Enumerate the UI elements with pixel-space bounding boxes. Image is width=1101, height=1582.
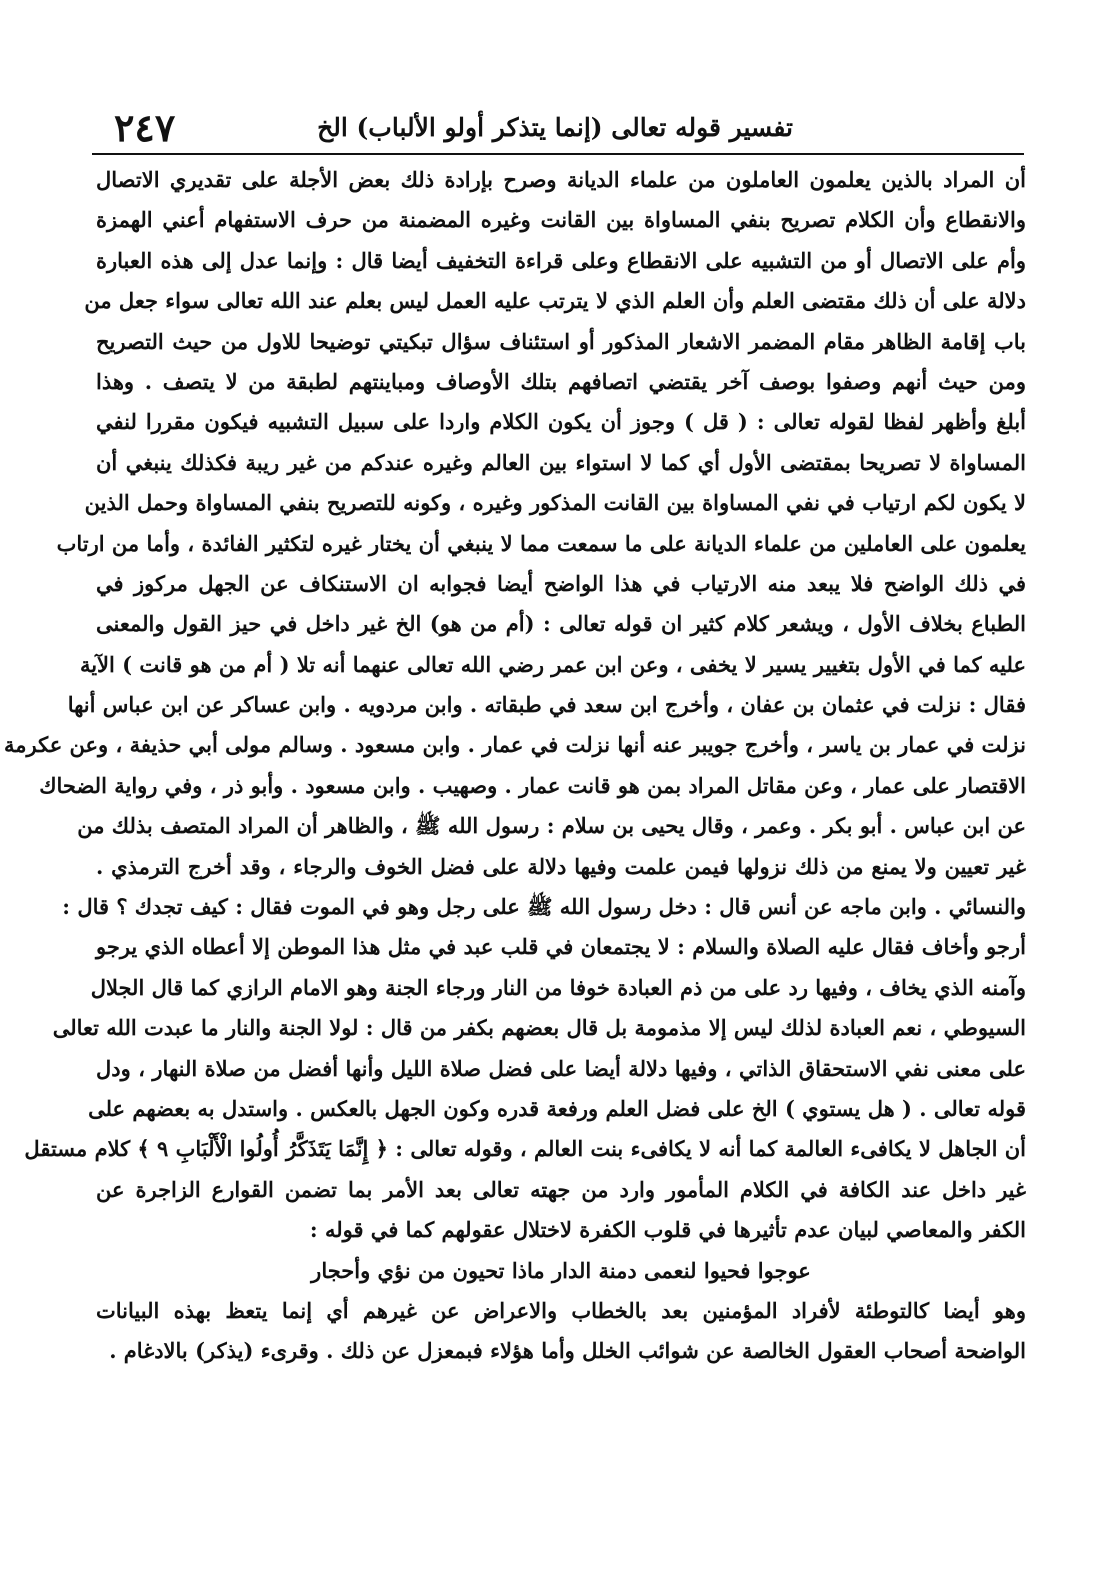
text-line: أرجو وأخاف فقال عليه الصلاة والسلام : لا يجتمعان في قلب عبد في مثل هذا الموطن إلا أعطاه الذي يرجو [96, 934, 1026, 960]
text-line: والنسائي . وابن ماجه عن أنس قال : دخل رسول الله ﷺ على رجل وهو في الموت فقال : كيف تجدك ؟ قال : [62, 894, 1026, 920]
text-line: لا يكون لكم ارتياب في نفي المساواة بين القانت المذكور وغيره ، وكونه للتصريح بنفي المساواة وحمل الذين [84, 490, 1026, 516]
text-line: نزلت في عمار بن ياسر ، وأخرج جويبر عنه أنها نزلت في عمار . وابن مسعود . وسالم مولى أبي حذيفة ، وعن عكرمة [4, 732, 1026, 758]
text-line: على معنى نفي الاستحقاق الذاتي ، وفيها دلالة أيضا على فضل صلاة الليل وأنها أفضل من صلاة النهار ، ودل [96, 1055, 1026, 1081]
running-title: تفسير قوله تعالى (إنما يتذكر أولو الألباب) الخ [317, 113, 793, 142]
text-line: عليه كما في الأول بتغيير يسير لا يخفى ، وعن ابن عمر رضي الله تعالى عنهما أنه تلا ( أم من هو قانت ) الآية [79, 651, 1026, 677]
text-line: الطباع بخلاف الأول ، ويشعر كلام كثير ان قوله تعالى : (أم من هو) الخ غير داخل في حيز القول والمعنى [96, 611, 1026, 637]
text-line: الواضحة أصحاب العقول الخالصة عن شوائب الخلل وأما هؤلاء فبمعزل عن ذلك . وقرىء (يذكر) بالادغام . [109, 1338, 1026, 1364]
text-line: باب إقامة الظاهر مقام المضمر الاشعار المذكور أو استئناف سؤال تبكيتي توضيحا للاول من حيث التصريح [96, 328, 1026, 354]
page-header [92, 100, 1018, 156]
text-line: المساواة لا تصريحا بمقتضى الأول أي كما لا استواء بين العالم وغيره عندكم من غير ريبة فكذلك ينبغي أن [96, 449, 1026, 475]
text-line: قوله تعالى . ( هل يستوي ) الخ على فضل العلم ورفعة قدره وكون الجهل بالعكس . واستدل به بعضهم على [88, 1095, 1026, 1121]
text-line: غير تعيين ولا يمنع من ذلك نزولها فيمن علمت وفيها دلالة على فضل الخوف والرجاء ، وقد أخرج الترمذي . [96, 853, 1026, 879]
text-line: أن الجاهل لا يكافىء العالمة كما أنه لا يكافىء بنت العالم ، وقوله تعالى : ﴿ إِنَّمَا يَتَذَكَّرُ أُولُوا الْأَلْبَابِ ٩ ﴾ كلام مستقل [24, 1136, 1026, 1162]
text-line: في ذلك الواضح فلا يبعد منه الارتياب في هذا الواضح أيضا فجوابه ان الاستنكاف عن الجهل مركوز في [96, 570, 1026, 596]
text-line: دلالة على أن ذلك مقتضى العلم وأن العلم الذي لا يترتب عليه العمل ليس بعلم عند الله تعالى سواء جعل من [84, 288, 1026, 314]
text-line: أن المراد بالذين يعلمون العاملون من علماء الديانة وصرح بإرادة ذلك بعض الأجلة على تقديري الاتصال [96, 167, 1026, 192]
text-line: والانقطاع وأن الكلام تصريح بنفي المساواة بين القانت وغيره المضمنة من حرف الاستفهام أعني الهمزة [96, 207, 1026, 233]
text-line: السيوطي ، نعم العبادة لذلك ليس إلا مذمومة بل قال بعضهم بكفر من قال : لولا الجنة والنار ما عبدت الله تعالى [52, 1015, 1026, 1041]
text-line: ومن حيث أنهم وصفوا بوصف آخر يقتضي اتصافهم بتلك الأوصاف ومباينتهم لطبقة من لا يتصف . وهذا [96, 368, 1026, 394]
text-line: يعلمون على العاملين من علماء الديانة على ما سمعت مما لا ينبغي أن يختار غيره لتكثير الفائدة ، وأما من ارتاب [56, 530, 1026, 556]
text-line: وآمنه الذي يخاف ، وفيها رد على من ذم العبادة خوفا من النار ورجاء الجنة وهو الامام الرازي كما قال الجلال [90, 974, 1026, 1000]
body-text [4, 160, 1026, 1372]
text-line: الاقتصار على عمار ، وعن مقاتل المراد بمن هو قانت عمار . وصهيب . وابن مسعود . وأبو ذر ، وفي رواية الضحاك [39, 772, 1026, 798]
text-line: وهو أيضا كالتوطئة لأفراد المؤمنين بعد بالخطاب والاعراض عن غيرهم أي إنما يتعظ بهذه البيانات [96, 1297, 1026, 1323]
text-line: وأم على الاتصال أو من التشبيه على الانقطاع وعلى قراءة التخفيف أيضا قال : وإنما عدل إلى هذه العبارة [96, 247, 1026, 273]
text-line: غير داخل عند الكافة في الكلام المأمور وارد من جهته تعالى بعد الأمر بما تضمن القوارع الزاجرة عن [96, 1176, 1026, 1202]
header-rule [92, 153, 1024, 155]
page-number: ٢٤٧ [114, 105, 176, 150]
verse-line: عوجوا فحيوا لنعمى دمنة الدار ماذا تحيون من نؤي وأحجار [311, 1257, 811, 1283]
text-line: عن ابن عباس . أبو بكر . وعمر ، وقال يحيى بن سلام : رسول الله ﷺ ، والظاهر أن المراد المتصف بذلك من [77, 813, 1026, 839]
text-line: أبلغ وأظهر لفظا لقوله تعالى : ( قل ) وجوز أن يكون الكلام واردا على سبيل التشبيه فيكون مقررا لنفي [96, 409, 1026, 435]
text-line: الكفر والمعاصي لبيان عدم تأثيرها في قلوب الكفرة لاختلال عقولهم كما في قوله : [309, 1217, 1026, 1243]
text-line: فقال : نزلت في عثمان بن عفان ، وأخرج ابن سعد في طبقاته . وابن مردويه . وابن عساكر عن ابن عباس أنها [67, 692, 1026, 718]
